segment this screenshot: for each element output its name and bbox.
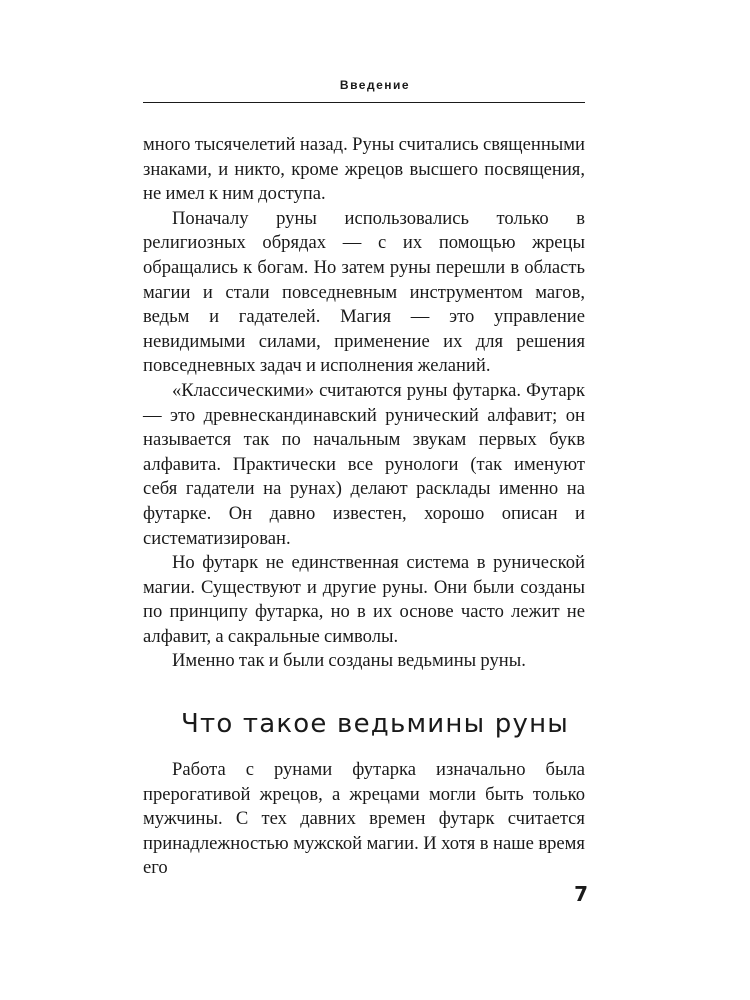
paragraph: «Классическими» считаются руны футарка. Футарк — это древнескандинавский рунический алфавит; он называется так по начальным звукам первых букв алфавита. Практически все рунологи (так именуют себя гадатели на рунах) делают расклады именно на футарке. Он давно известен, хорошо описан и систематизирован.	[143, 379, 585, 549]
paragraph: Именно так и были созданы ведьмины руны.	[172, 650, 526, 672]
header-rule	[143, 102, 585, 103]
running-head: Введение	[339, 78, 411, 92]
page-number: 7	[574, 882, 588, 906]
body-text-block	[143, 758, 585, 881]
paragraph: Но футарк не единственная система в рунической магии. Существуют и другие руны. Они были созданы по принципу футарка, но в их основе часто лежит не алфавит, а сакральные символы.	[143, 552, 585, 647]
paragraph: много тысячелетий назад. Руны считались священными знаками, и никто, кроме жрецов высшего посвящения, не имел к ним доступа.	[143, 134, 585, 205]
paragraph: Поначалу руны использовались только в религиозных обрядах — с их помощью жрецы обращались к богам. Но затем руны перешли в область магии и стали повседневным инструментом магов, ведьм и гадателей. Магия — это управление невидимыми силами, применение их для решения повседневных задач и исполнения желаний.	[143, 207, 585, 377]
body-text-block	[143, 133, 585, 674]
paragraph: Работа с рунами футарка изначально была прерогативой жрецов, а жрецами могли быть только мужчины. С тех давних времен футарк считается принадлежностью мужской магии. И хотя в наше время его	[143, 759, 585, 879]
section-heading: Что такое ведьмины руны	[180, 709, 570, 739]
